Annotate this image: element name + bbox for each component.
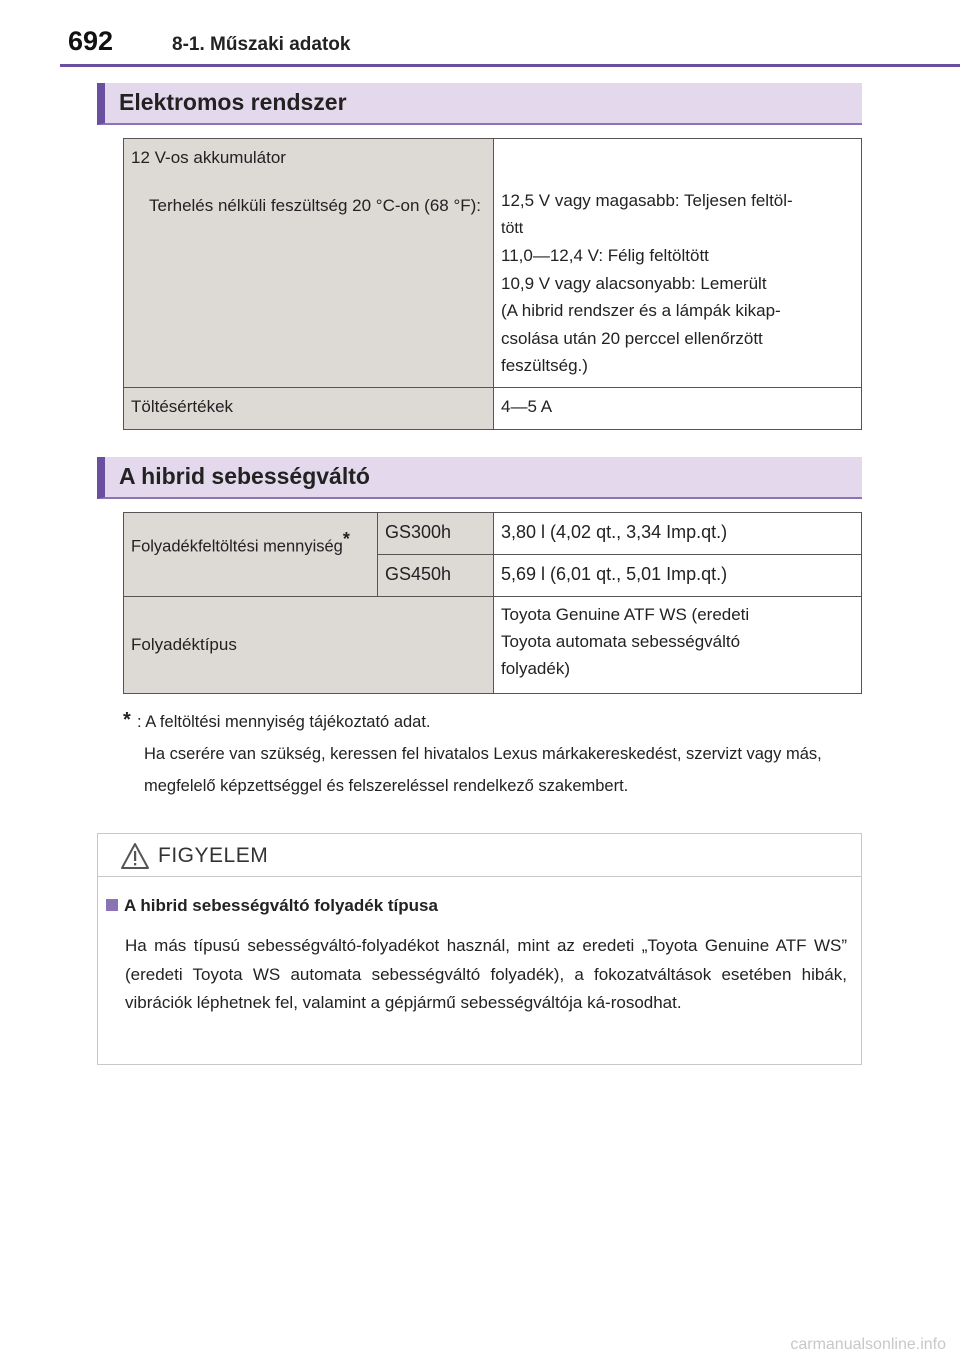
footnote <box>123 706 863 802</box>
fluid-type-line: folyadék) <box>501 659 570 678</box>
section-heading-transmission <box>97 457 862 499</box>
caution-box <box>97 833 862 1065</box>
page-header <box>60 24 960 64</box>
voltage-line: 10,9 V vagy alacsonyabb: Lemerült <box>501 273 767 293</box>
charge-label: Töltésértékek <box>131 397 234 416</box>
footnote-line-1: : A feltöltési mennyiség tájékoztató adat. <box>137 713 431 731</box>
fluid-type-value-cell <box>494 597 862 694</box>
fluid-type-line: Toyota automata sebességváltó <box>501 632 741 651</box>
voltage-line: csolása után 20 perccel ellenőrzött <box>501 328 763 348</box>
charge-value-cell <box>494 388 862 430</box>
charge-value: 4—5 A <box>501 397 553 416</box>
capacity-value: 5,69 l (6,01 qt., 5,01 Imp.qt.) <box>501 564 728 584</box>
model-cell <box>378 555 494 597</box>
voltage-line: tött <box>501 219 524 237</box>
footnote-line-2: Ha cserére van szükség, keressen fel hivatalos Lexus márkakereskedést, szervizt vagy más, megfelelő képzettséggel és felszereléssel rendelkező szakembert. <box>144 745 822 795</box>
caution-title: FIGYELEM <box>158 844 269 867</box>
table-row <box>124 597 862 694</box>
watermark: carmanualsonline.info <box>790 1336 946 1353</box>
voltage-line: (A hibrid rendszer és a lámpák kikap- <box>501 301 781 320</box>
model-name: GS450h <box>385 564 452 584</box>
footnote-mark: * <box>123 709 131 731</box>
voltage-line: 12,5 V vagy magasabb: Teljesen feltöl- <box>501 191 793 210</box>
page-number: 692 <box>68 26 114 56</box>
battery-label: 12 V-os akkumulátor <box>131 148 286 167</box>
fluid-type-label: Folyadéktípus <box>131 634 237 654</box>
section-heading-electrical <box>97 83 862 125</box>
warning-triangle-icon <box>120 842 150 870</box>
section-title-transmission: A hibrid sebességváltó <box>119 463 370 489</box>
caution-subtitle: A hibrid sebességváltó folyadék típusa <box>124 896 438 915</box>
capacity-label-cell <box>124 513 378 597</box>
chapter-title: 8-1. Műszaki adatok <box>172 34 351 55</box>
model-cell <box>378 513 494 555</box>
voltage-line: feszültség.) <box>501 356 588 375</box>
fluid-type-label-cell <box>124 597 494 694</box>
voltage-values-cell <box>494 139 862 388</box>
charge-label-cell <box>124 388 494 430</box>
transmission-table <box>123 512 862 694</box>
caution-header <box>98 834 861 877</box>
capacity-value-cell <box>494 555 862 597</box>
table-row <box>124 513 862 555</box>
fluid-type-line: Toyota Genuine ATF WS (eredeti <box>501 605 750 624</box>
square-bullet-icon <box>106 899 118 911</box>
table-row <box>124 139 862 388</box>
caution-text: Ha más típusú sebességváltó-folyadékot használ, mint az eredeti „Toyota Genuine ATF WS” (eredeti Toyota WS automata sebességváltó folyadék), a fokozatváltások esetében hibák, vibrációk léphetnek fel, valamint a gépjármű sebességváltója ká-rosodhat. <box>125 936 847 1012</box>
voltage-line: 11,0—12,4 V: Félig feltöltött <box>501 246 709 265</box>
header-rule <box>60 64 960 67</box>
table-row <box>124 388 862 430</box>
capacity-value: 3,80 l (4,02 qt., 3,34 Imp.qt.) <box>501 522 728 542</box>
capacity-value-cell <box>494 513 862 555</box>
capacity-footnote-mark: * <box>342 529 350 549</box>
battery-label-cell <box>124 139 494 388</box>
voltage-label: Terhelés nélküli feszültség 20 °C-on (68 °F): <box>149 196 482 216</box>
section-title-electrical: Elektromos rendszer <box>119 89 347 115</box>
capacity-label: Folyadékfeltöltési mennyiség <box>131 537 343 556</box>
caution-subtitle-row <box>106 896 438 916</box>
model-name: GS300h <box>385 522 452 542</box>
electrical-table <box>123 138 862 430</box>
